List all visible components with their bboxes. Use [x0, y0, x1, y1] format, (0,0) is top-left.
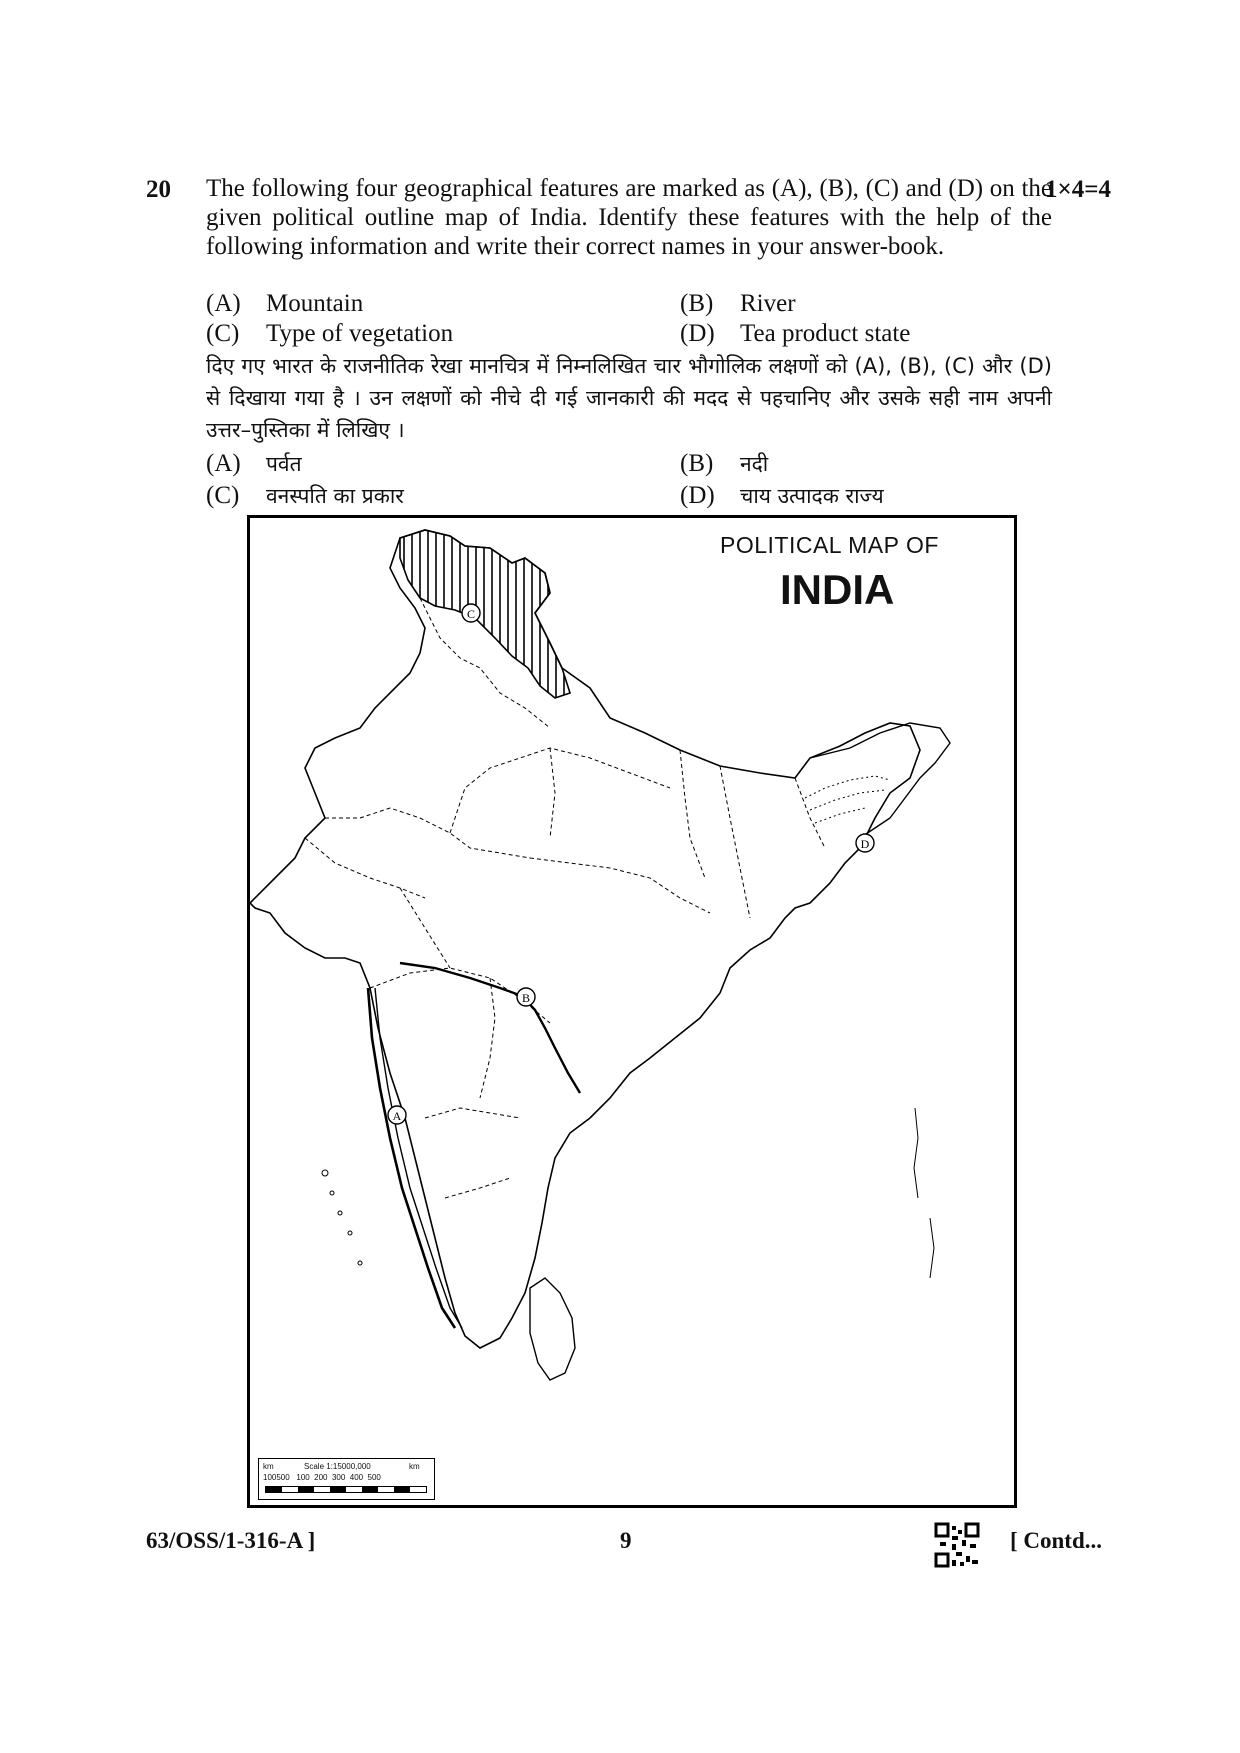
option-label: (B) [680, 450, 714, 477]
marker-a-text: A [392, 1109, 402, 1123]
option-b-hi [680, 450, 768, 478]
marks-label: 1×4=4 [1045, 176, 1111, 203]
map-scale-box [258, 1458, 435, 1500]
option-text: पर्वत [266, 452, 302, 476]
option-text: Type of vegetation [266, 320, 454, 347]
marker-b [517, 988, 535, 1006]
hatched-region-c [400, 530, 570, 698]
scale-km-right: km [409, 1462, 420, 1471]
option-label: (C) [206, 482, 240, 509]
footer-continued: [ Contd... [1010, 1528, 1103, 1553]
footer-page-number: 9 [620, 1528, 632, 1553]
option-text: River [740, 290, 796, 317]
marker-d [856, 834, 874, 852]
option-d-hi [680, 482, 884, 510]
india-outline-map [250, 518, 1014, 1505]
option-a-en [206, 290, 363, 318]
option-label: (A) [206, 450, 241, 477]
question-number: 20 [146, 176, 171, 203]
marker-c-text: C [466, 607, 476, 621]
option-label: (D) [680, 482, 715, 509]
india-outline [250, 530, 920, 1348]
question-text-hindi: दिए गए भारत के राजनीतिक रेखा मानचित्र में निम्नलिखित चार भौगोलिक लक्षणों को (A), (B), (C) और (D) से दिखाया गया है । उन लक्षणों को नीचे दी गई जानकारी की मदद से पहचानिए और उसके सही नाम अपनी उत्तर–पुस्तिका में लिखिए । [206, 354, 1052, 442]
option-text: नदी [740, 452, 769, 476]
tea-region-d [805, 776, 890, 823]
scale-bar [265, 1486, 427, 1493]
option-label: (A) [206, 290, 241, 317]
sri-lanka [530, 1278, 575, 1380]
marker-c [462, 604, 480, 622]
scale-ticks: 100500 100 200 300 400 500 [263, 1473, 381, 1482]
qr-code-icon [934, 1522, 980, 1568]
india-map-frame [247, 515, 1017, 1508]
marker-a [388, 1106, 406, 1124]
map-title-line2: INDIA [780, 566, 895, 613]
option-text: Mountain [266, 290, 364, 317]
option-label: (C) [206, 320, 240, 347]
option-c-en [206, 320, 453, 348]
option-text: चाय उत्पादक राज्य [740, 484, 884, 508]
option-a-hi [206, 450, 302, 478]
scale-text: Scale 1:15000,000 [304, 1462, 371, 1471]
option-text: वनस्पति का प्रकार [266, 484, 404, 508]
marker-b-text: B [521, 991, 531, 1005]
option-label: (B) [680, 290, 714, 317]
river-b-line [400, 963, 580, 1093]
question-text-english: The following four geographical features are marked as (A), (B), (C) and (D) on the given political outline map of India. Identify these features with the help of the following information and write their correct names in your answer-book. [206, 175, 1052, 260]
option-label: (D) [680, 320, 715, 347]
option-c-hi [206, 482, 404, 510]
northeast-outline [810, 723, 950, 838]
option-b-en [680, 290, 796, 318]
option-d-en [680, 320, 910, 348]
scale-km-left: km [263, 1462, 274, 1471]
footer-paper-code: 63/OSS/1-316-A ] [146, 1528, 316, 1553]
option-text: Tea product state [740, 320, 911, 347]
map-title-line1: POLITICAL MAP OF [720, 532, 939, 558]
islands [322, 1108, 934, 1278]
marker-d-text: D [860, 837, 870, 851]
